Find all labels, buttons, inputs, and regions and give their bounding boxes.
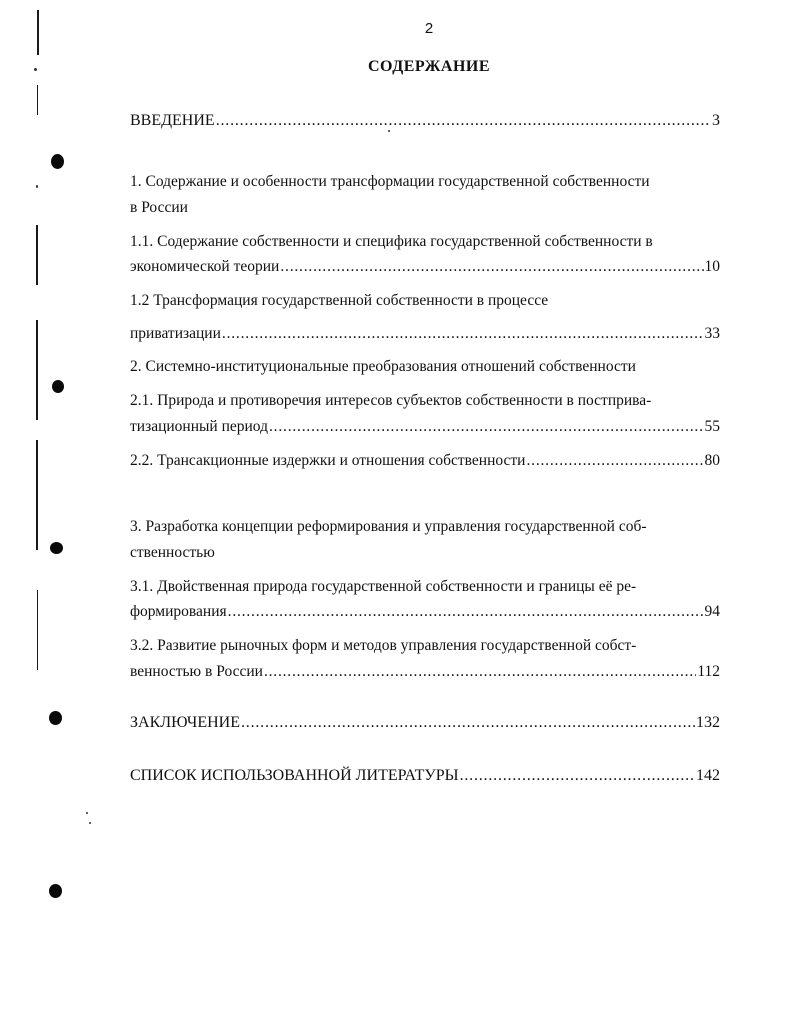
toc-section-3-1[interactable]: 3.1. Двойственная природа государственной собственности и границы её ре-: [130, 578, 637, 595]
toc-chapter-3-heading[interactable]: 3. Разработка концепции реформирования и управления государственной соб-: [130, 518, 647, 535]
binder-hole: [52, 380, 64, 393]
scan-edge-line: [36, 225, 38, 285]
toc-section-1-1-cont: [130, 257, 720, 277]
binder-hole: [50, 542, 63, 554]
scan-speck: [89, 822, 91, 824]
dot-leader: [241, 713, 695, 733]
toc-section-2-1[interactable]: 2.1. Природа и противоречия интересов субъектов собственности в постприва-: [130, 392, 652, 409]
dot-leader: [460, 766, 695, 786]
toc-chapter-1-heading[interactable]: 1. Содержание и особенности трансформации государственной собственности: [130, 173, 650, 190]
dot-leader: [216, 111, 711, 131]
page-number: 2: [424, 20, 434, 37]
scan-edge-line: [37, 85, 38, 115]
toc-entry-conclusion[interactable]: [130, 713, 720, 733]
toc-entry-label: ЗАКЛЮЧЕНИЕ: [130, 714, 240, 731]
toc-section-1-2-cont: [130, 324, 720, 344]
toc-section-1-2[interactable]: 1.2 Трансформация государственной собственности в процессе: [130, 292, 549, 309]
scan-edge-line: [36, 320, 38, 420]
toc-entry-label: 2.2. Трансакционные издержки и отношения собственности: [130, 452, 526, 469]
toc-chapter-1-heading-cont: в России: [130, 199, 188, 216]
toc-section-3-1-cont: [130, 602, 720, 622]
toc-entry-label: формирования: [130, 603, 227, 620]
dot-leader: [280, 257, 703, 277]
toc-entry-label: венностью в России: [130, 663, 263, 680]
dot-leader: [222, 324, 704, 344]
dot-leader: [526, 451, 703, 471]
binder-hole: [51, 154, 64, 169]
scan-speck: [36, 185, 38, 188]
binder-hole: [49, 884, 62, 898]
dot-leader: [269, 417, 704, 437]
toc-entry-references[interactable]: [130, 766, 720, 786]
dot-leader: [228, 602, 704, 622]
toc-entry-intro[interactable]: [130, 111, 720, 131]
toc-entry-label: ВВЕДЕНИЕ: [130, 112, 215, 129]
toc-entry-page: 10: [704, 258, 720, 275]
scan-edge-line: [37, 590, 38, 670]
toc-chapter-2-heading[interactable]: 2. Системно-институциональные преобразования отношений собственности: [130, 358, 636, 375]
toc-section-3-2[interactable]: 3.2. Развитие рыночных форм и методов управления государственной собст-: [130, 637, 637, 654]
toc-section-1-1[interactable]: 1.1. Содержание собственности и специфика государственной собственности в: [130, 233, 653, 250]
binder-hole: [49, 711, 62, 725]
toc-entry-label: экономической теории: [130, 258, 280, 275]
toc-entry-page: 142: [696, 767, 720, 784]
scan-speck: [86, 812, 88, 814]
toc-entry-label: приватизации: [130, 325, 221, 342]
toc-section-3-2-cont: [130, 662, 720, 682]
dot-leader: [264, 662, 696, 682]
toc-entry-page: 132: [696, 714, 720, 731]
toc-entry-page: 33: [704, 325, 720, 342]
toc-chapter-3-heading-cont: ственностью: [130, 544, 215, 561]
toc-entry-label: тизационный период: [130, 418, 268, 435]
toc-entry-page: 80: [704, 452, 720, 469]
toc-section-2-1-cont: [130, 417, 720, 437]
page-title: СОДЕРЖАНИЕ: [367, 58, 491, 75]
toc-entry-page: 3: [712, 112, 720, 129]
toc-entry-label: СПИСОК ИСПОЛЬЗОВАННОЙ ЛИТЕРАТУРЫ: [130, 767, 459, 784]
toc-entry-page: 94: [704, 603, 720, 620]
toc-entry-page: 112: [697, 663, 720, 680]
scan-edge-line: [36, 440, 38, 550]
toc-section-2-2[interactable]: [130, 451, 720, 471]
toc-entry-page: 55: [704, 418, 720, 435]
